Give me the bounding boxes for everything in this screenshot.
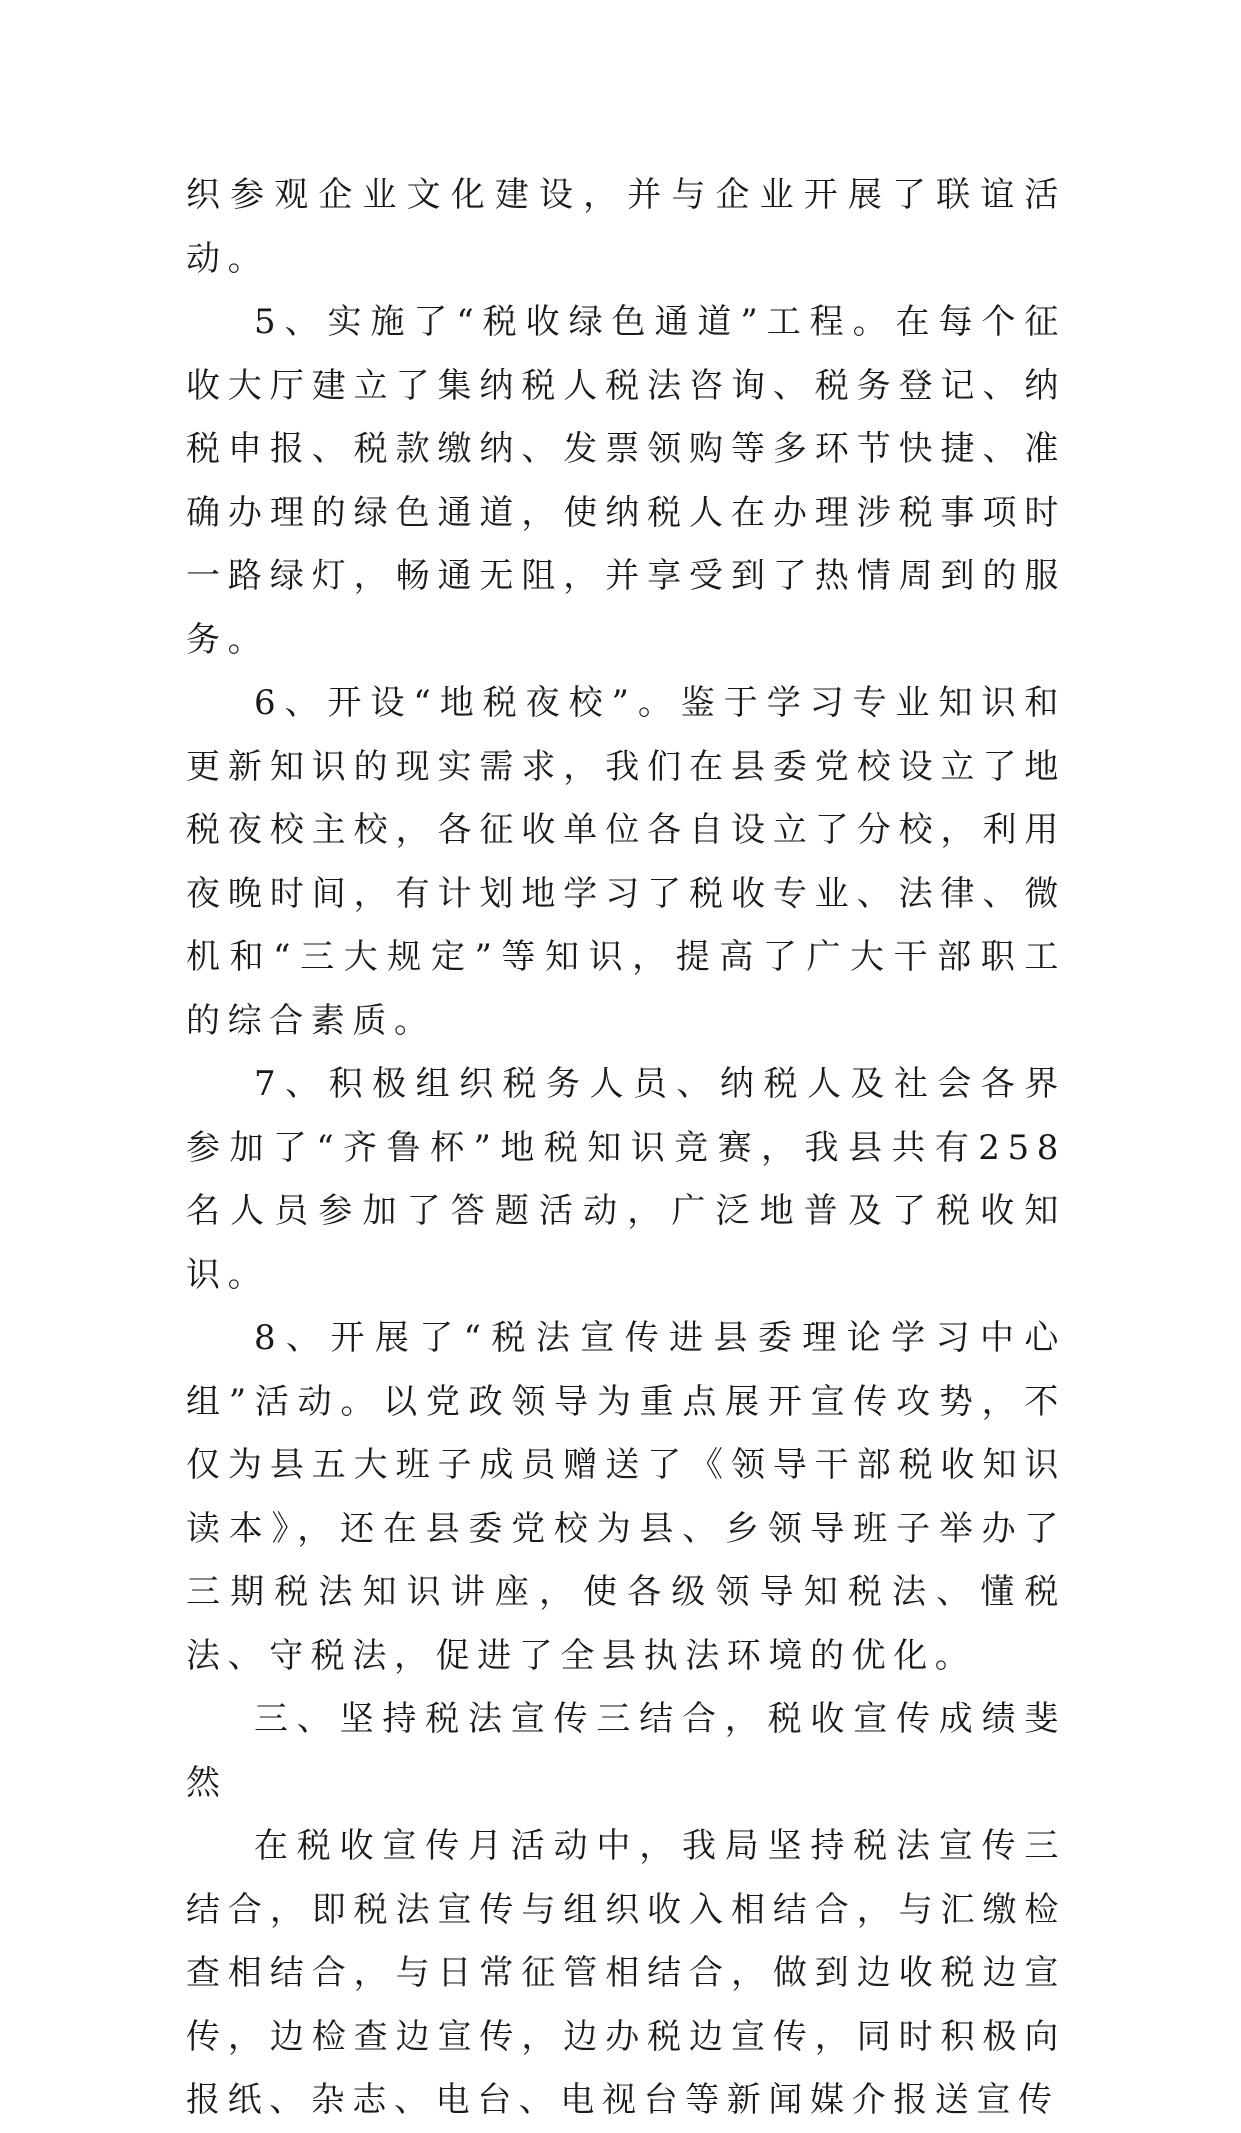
paragraph-item-6-night-school: 6、开设“地税夜校”。鉴于学习专业知识和更新知识的现实需求，我们在县委党校设立了地税夜校主校，各征收单位各自设立了分校，利用夜晚时间，有计划地学习了税收专业、法律、微机和“三大规定”等知识，提高了广大干部职工的综合素质。 [186,683,1066,1041]
paragraph-item-5-green-channel: 5、实施了“税收绿色通道”工程。在每个征收大厅建立了集纳税人税法咨询、税务登记、纳税申报、税款缴纳、发票领购等多环节快捷、准确办理的绿色通道，使纳税人在办理涉税事项时一路绿灯，畅通无阻，并享受到了热情周到的服务。 [186,302,1066,660]
paragraph-section-three-body: 在税收宣传月活动中，我局坚持税法宣传三结合，即税法宣传与组织收入相结合，与汇缴检查相结合，与日常征管相结合，做到边收税边宣传，边检查边宣传，边办税边宣传，同时积极向报纸、杂志、电台、电视台等新闻媒介报送宣传 [186,1826,1066,2120]
section-heading-three: 三、坚持税法宣传三结合，税收宣传成绩斐然 [186,1699,1066,1803]
document-body [186,164,1066,2133]
paragraph-item-8-study-group: 8、开展了“税法宣传进县委理论学习中心组”活动。以党政领导为重点展开宣传攻势，不仅为县五大班子成员赠送了《领导干部税收知识读本》，还在县委党校为县、乡领导班子举办了三期税法知识讲座，使各级领导知税法、懂税法、守税法，促进了全县执法环境的优化。 [186,1318,1066,1676]
paragraph-item-7-knowledge-contest: 7、积极组织税务人员、纳税人及社会各界参加了“齐鲁杯”地税知识竞赛，我县共有258名人员参加了答题活动，广泛地普及了税收知识。 [186,1064,1066,1295]
paragraph-continuation: 织参观企业文化建设，并与企业开展了联谊活动。 [186,175,1066,279]
